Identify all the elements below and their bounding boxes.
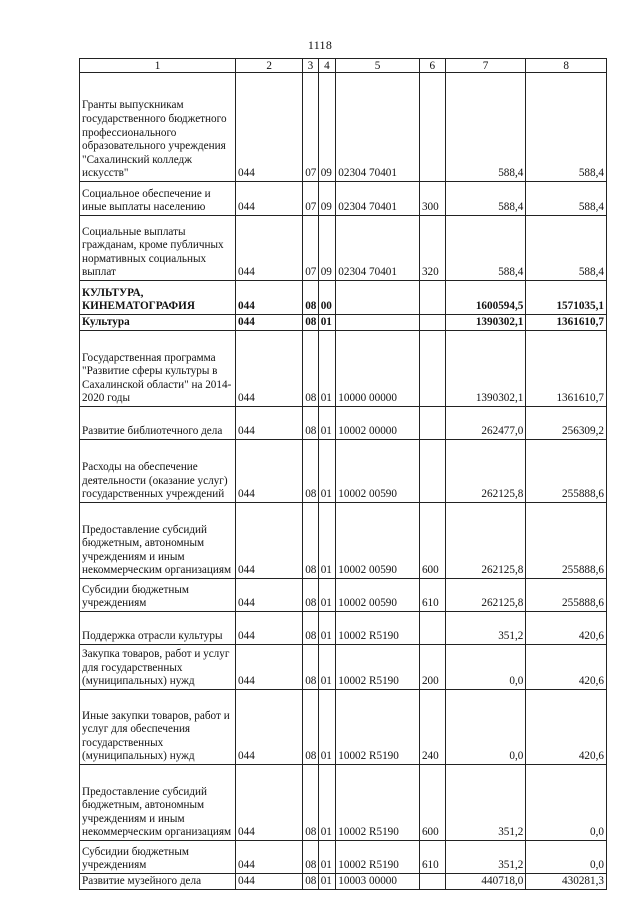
row-target-article-cell: 10002 R5190 <box>336 765 420 841</box>
table-row <box>80 841 607 874</box>
column-header: 8 <box>526 59 607 73</box>
row-target-article-cell: 02304 70401 <box>336 73 420 182</box>
row-expense-type-cell: 300 <box>419 182 445 216</box>
row-code-cell: 044 <box>236 645 303 690</box>
row-section-cell: 08 <box>303 407 319 440</box>
row-section-cell: 08 <box>303 612 319 645</box>
row-amount-2019-cell: 0,0 <box>445 690 526 765</box>
row-expense-type-cell: 610 <box>419 579 445 612</box>
column-header: 6 <box>419 59 445 73</box>
row-code-cell: 044 <box>236 841 303 874</box>
row-amount-2019-cell: 262125,8 <box>445 579 526 612</box>
row-amount-2020-cell: 1361610,7 <box>526 315 607 331</box>
row-amount-2019-cell: 1390302,1 <box>445 331 526 407</box>
row-target-article-cell: 10002 R5190 <box>336 841 420 874</box>
column-header: 5 <box>336 59 420 73</box>
table-row <box>80 440 607 503</box>
row-target-article-cell <box>336 281 420 315</box>
row-amount-2019-cell: 1390302,1 <box>445 315 526 331</box>
row-code-cell: 044 <box>236 216 303 281</box>
table-row <box>80 765 607 841</box>
row-amount-2019-cell: 588,4 <box>445 73 526 182</box>
row-amount-2019-cell: 440718,0 <box>445 874 526 890</box>
table-row <box>80 216 607 281</box>
table-row <box>80 645 607 690</box>
row-expense-type-cell: 200 <box>419 645 445 690</box>
row-section-cell: 07 <box>303 182 319 216</box>
row-amount-2020-cell: 255888,6 <box>526 579 607 612</box>
row-expense-type-cell: 320 <box>419 216 445 281</box>
row-code-cell: 044 <box>236 73 303 182</box>
row-target-article-cell: 10002 00000 <box>336 407 420 440</box>
row-target-article-cell: 10002 R5190 <box>336 645 420 690</box>
column-header: 4 <box>318 59 336 73</box>
column-header: 1 <box>80 59 236 73</box>
table-header-row <box>80 59 607 73</box>
row-code-cell: 044 <box>236 315 303 331</box>
row-amount-2020-cell: 255888,6 <box>526 440 607 503</box>
row-section-cell: 07 <box>303 73 319 182</box>
row-code-cell: 044 <box>236 281 303 315</box>
row-name-cell: Развитие музейного дела <box>80 874 236 890</box>
row-name-cell: Субсидии бюджетным учреждениям <box>80 579 236 612</box>
row-subsection-cell: 01 <box>318 440 336 503</box>
row-expense-type-cell <box>419 874 445 890</box>
row-subsection-cell: 01 <box>318 331 336 407</box>
row-expense-type-cell <box>419 331 445 407</box>
row-amount-2020-cell: 0,0 <box>526 841 607 874</box>
row-subsection-cell: 01 <box>318 765 336 841</box>
row-section-cell: 08 <box>303 841 319 874</box>
row-subsection-cell: 09 <box>318 182 336 216</box>
row-amount-2020-cell: 256309,2 <box>526 407 607 440</box>
row-section-cell: 08 <box>303 690 319 765</box>
row-section-cell: 08 <box>303 503 319 579</box>
table-row <box>80 331 607 407</box>
table-row <box>80 690 607 765</box>
row-code-cell: 044 <box>236 765 303 841</box>
table-row <box>80 874 607 890</box>
table-row <box>80 73 607 182</box>
row-name-cell: Социальное обеспечение и иные выплаты населению <box>80 182 236 216</box>
row-section-cell: 08 <box>303 331 319 407</box>
row-amount-2020-cell: 255888,6 <box>526 503 607 579</box>
row-section-cell: 08 <box>303 315 319 331</box>
row-code-cell: 044 <box>236 182 303 216</box>
row-name-cell: Поддержка отрасли культуры <box>80 612 236 645</box>
row-name-cell: Субсидии бюджетным учреждениям <box>80 841 236 874</box>
row-name-cell: Государственная программа "Развитие сферы культуры в Сахалинской области" на 2014-2020 годы <box>80 331 236 407</box>
row-amount-2019-cell: 1600594,5 <box>445 281 526 315</box>
row-subsection-cell: 01 <box>318 645 336 690</box>
row-subsection-cell: 09 <box>318 216 336 281</box>
row-amount-2020-cell: 588,4 <box>526 182 607 216</box>
row-code-cell: 044 <box>236 503 303 579</box>
row-target-article-cell: 10000 00000 <box>336 331 420 407</box>
row-target-article-cell: 10002 00590 <box>336 440 420 503</box>
row-subsection-cell: 01 <box>318 315 336 331</box>
row-target-article-cell: 10002 R5190 <box>336 690 420 765</box>
row-section-cell: 08 <box>303 765 319 841</box>
row-expense-type-cell <box>419 612 445 645</box>
row-amount-2020-cell: 588,4 <box>526 216 607 281</box>
table-row <box>80 579 607 612</box>
row-amount-2020-cell: 420,6 <box>526 645 607 690</box>
row-target-article-cell: 10002 00590 <box>336 579 420 612</box>
row-amount-2019-cell: 351,2 <box>445 841 526 874</box>
row-expense-type-cell: 600 <box>419 765 445 841</box>
row-subsection-cell: 01 <box>318 841 336 874</box>
row-code-cell: 044 <box>236 690 303 765</box>
row-expense-type-cell <box>419 440 445 503</box>
row-amount-2019-cell: 351,2 <box>445 612 526 645</box>
table-row <box>80 315 607 331</box>
row-subsection-cell: 01 <box>318 874 336 890</box>
row-section-cell: 08 <box>303 874 319 890</box>
column-header: 3 <box>303 59 319 73</box>
row-expense-type-cell: 610 <box>419 841 445 874</box>
row-code-cell: 044 <box>236 612 303 645</box>
row-amount-2019-cell: 588,4 <box>445 182 526 216</box>
row-amount-2019-cell: 351,2 <box>445 765 526 841</box>
row-expense-type-cell: 240 <box>419 690 445 765</box>
row-name-cell: Иные закупки товаров, работ и услуг для обеспечения государственных (муниципальных) нужд <box>80 690 236 765</box>
row-subsection-cell: 01 <box>318 407 336 440</box>
row-name-cell: Предоставление субсидий бюджетным, автономным учреждениям и иным некоммерческим организациям <box>80 503 236 579</box>
row-name-cell: Развитие библиотечного дела <box>80 407 236 440</box>
column-header: 2 <box>236 59 303 73</box>
row-amount-2020-cell: 420,6 <box>526 612 607 645</box>
table-row <box>80 182 607 216</box>
row-subsection-cell: 09 <box>318 73 336 182</box>
row-target-article-cell: 10003 00000 <box>336 874 420 890</box>
row-amount-2019-cell: 262477,0 <box>445 407 526 440</box>
row-target-article-cell: 02304 70401 <box>336 182 420 216</box>
row-name-cell: КУЛЬТУРА, КИНЕМАТОГРАФИЯ <box>80 281 236 315</box>
row-section-cell: 08 <box>303 645 319 690</box>
row-section-cell: 08 <box>303 440 319 503</box>
row-target-article-cell: 02304 70401 <box>336 216 420 281</box>
row-name-cell: Расходы на обеспечение деятельности (оказание услуг) государственных учреждений <box>80 440 236 503</box>
page-number: 1118 <box>307 38 333 52</box>
row-name-cell: Предоставление субсидий бюджетным, автономным учреждениям и иным некоммерческим организациям <box>80 765 236 841</box>
row-amount-2019-cell: 588,4 <box>445 216 526 281</box>
row-subsection-cell: 01 <box>318 690 336 765</box>
row-subsection-cell: 01 <box>318 612 336 645</box>
row-code-cell: 044 <box>236 874 303 890</box>
row-amount-2019-cell: 0,0 <box>445 645 526 690</box>
row-subsection-cell: 01 <box>318 579 336 612</box>
row-target-article-cell: 10002 00590 <box>336 503 420 579</box>
row-target-article-cell <box>336 315 420 331</box>
budget-table <box>79 58 607 890</box>
row-amount-2020-cell: 1571035,1 <box>526 281 607 315</box>
row-name-cell: Культура <box>80 315 236 331</box>
table-row <box>80 281 607 315</box>
row-code-cell: 044 <box>236 331 303 407</box>
row-expense-type-cell <box>419 315 445 331</box>
table-row <box>80 503 607 579</box>
row-name-cell: Социальные выплаты гражданам, кроме публичных нормативных социальных выплат <box>80 216 236 281</box>
table-row <box>80 612 607 645</box>
row-amount-2020-cell: 1361610,7 <box>526 331 607 407</box>
row-amount-2020-cell: 420,6 <box>526 690 607 765</box>
row-section-cell: 08 <box>303 281 319 315</box>
column-header: 7 <box>445 59 526 73</box>
table-row <box>80 407 607 440</box>
row-subsection-cell: 00 <box>318 281 336 315</box>
row-expense-type-cell: 600 <box>419 503 445 579</box>
row-amount-2020-cell: 0,0 <box>526 765 607 841</box>
row-code-cell: 044 <box>236 407 303 440</box>
row-name-cell: Гранты выпускникам государственного бюджетного профессионального образовательного учреждения "Сахалинский колледж искусств" <box>80 73 236 182</box>
row-amount-2020-cell: 588,4 <box>526 73 607 182</box>
row-code-cell: 044 <box>236 579 303 612</box>
row-section-cell: 07 <box>303 216 319 281</box>
row-code-cell: 044 <box>236 440 303 503</box>
row-expense-type-cell <box>419 407 445 440</box>
row-name-cell: Закупка товаров, работ и услуг для государственных (муниципальных) нужд <box>80 645 236 690</box>
row-amount-2019-cell: 262125,8 <box>445 503 526 579</box>
row-subsection-cell: 01 <box>318 503 336 579</box>
row-section-cell: 08 <box>303 579 319 612</box>
row-amount-2020-cell: 430281,3 <box>526 874 607 890</box>
row-target-article-cell: 10002 R5190 <box>336 612 420 645</box>
row-expense-type-cell <box>419 73 445 182</box>
row-expense-type-cell <box>419 281 445 315</box>
row-amount-2019-cell: 262125,8 <box>445 440 526 503</box>
